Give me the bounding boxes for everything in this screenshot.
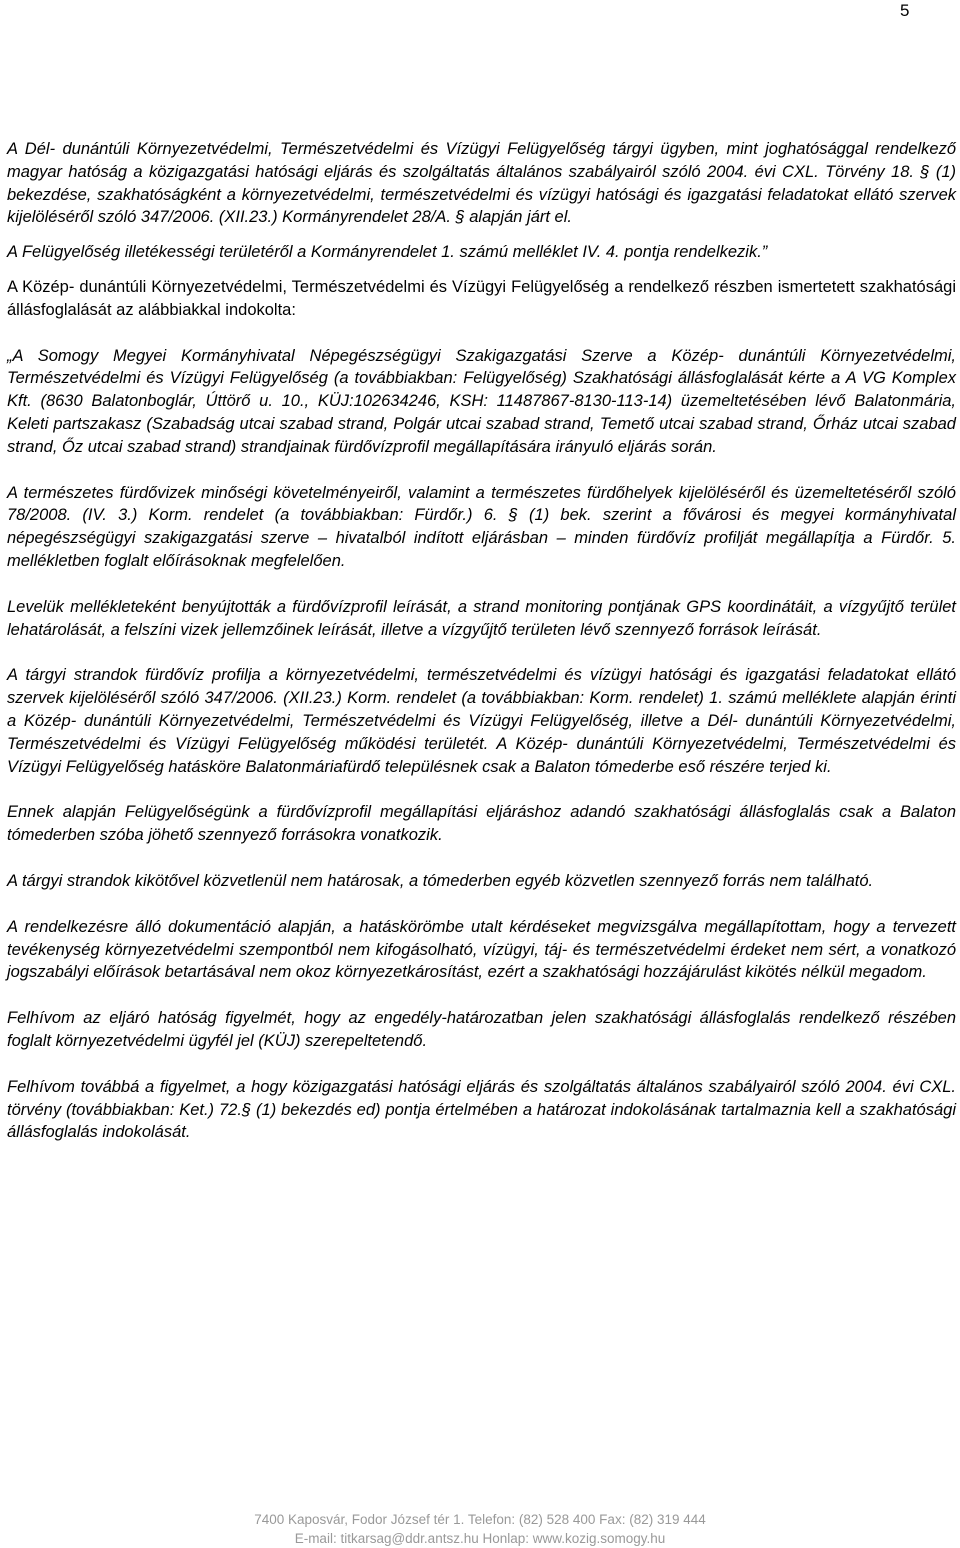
paragraph-request: „A Somogy Megyei Kormányhivatal Népegészségügyi Szakigazgatási Szerve a Közép- dunántúli Környezetvédelmi, Természetvédelmi és Vízügyi Felügyelőség (a továbbiakban: Felügyelőség) Szakhatósági állásfoglalását kérte a A VG Komplex Kft. (8630 Balatonboglár, Úttörő u. 10., KÜJ:102634246, KSH: 11487867-8130-113-14) üzemeltetésében lévő Balatonmária, Keleti partszakasz (Szabadság utcai szabad strand, Polgár utcai szabad strand, Temető utcai szabad strand, Őrház utcai szabad strand, Őz utcai szabad strand) strandjainak fürdővízprofil megállapítására irányuló eljárás során. (7, 346, 956, 456)
paragraph-no-pollution-source: A tárgyi strandok kikötővel közvetlenül nem határosak, a tómederben egyéb közvetlen szennyező forrás nem található. (7, 871, 874, 890)
paragraph-kuj-notice: Felhívom az eljáró hatóság figyelmét, hogy az engedély-határozatban jelen szakhatósági állásfoglalás rendelkező részében foglalt környezetvédelmi ügyfél jel (KÜJ) szerepeltetendő. (7, 1009, 956, 1050)
paragraph-attachments: Levelük mellékleteként benyújtották a fürdővízprofil leírását, a strand monitoring pontjának GPS koordinátáit, a vízgyűjtő terület lehatárolását, a felszíni vizek jellemzőinek leírását, illetve a vízgyűjtő területen lévő szennyező források leírását. (7, 597, 956, 639)
footer-contact: E-mail: titkarsag@ddr.antsz.hu Honlap: www.kozig.somogy.hu (294, 1531, 666, 1546)
footer-address: 7400 Kaposvár, Fodor József tér 1. Telefon: (82) 528 400 Fax: (82) 319 444 (254, 1512, 706, 1527)
paragraph-territory: A Felügyelőség illetékességi területéről a Kormányrendelet 1. számú melléklet IV. 4. pontja rendelkezik.” (7, 243, 768, 262)
paragraph-decision: A rendelkezésre álló dokumentáció alapján, a hatáskörömbe utalt kérdéseket megvizsgálva megállapítottam, hogy a tervezett tevékenység környezetvédelmi szempontból nem kifogásolható, vízügyi, táj- és természetvédelmi érdeket nem sért, a vonatkozó jogszabályi előírások betartásával nem okoz környezetkárosítást, ezért a szakhatósági hozzájárulást kikötés nélkül megadom. (7, 917, 956, 982)
paragraph-justification-intro: A Közép- dunántúli Környezetvédelmi, Természetvédelmi és Vízügyi Felügyelőség a rendelkező részben ismertetett szakhatósági állásfoglalását az alábbiakkal indokolta: (7, 277, 956, 319)
paragraph-jurisdiction: A Dél- dunántúli Környezetvédelmi, Természetvédelmi és Vízügyi Felügyelőség tárgyi ügyben, mint joghatósággal rendelkező magyar hatóság a közigazgatási hatósági eljárás és szolgáltatás általános szabályairól szóló 2004. évi CXL. Törvény 18. § (1) bekezdése, szakhatóságként a környezetvédelmi, természetvédelmi és vízügyi hatósági és igazgatási feladatokat ellátó szervek kijelöléséről szóló 347/2006. (XII.23.) Kormányrendelet 28/A. § alapján járt el. (7, 140, 956, 227)
paragraph-ket-notice: Felhívom továbbá a figyelmet, a hogy közigazgatási hatósági eljárás és szolgáltatás általános szabályairól szóló 2004. évi CXL. törvény (továbbiakban: Ket.) 72.§ (1) bekezdés ed) pontja értelmében a határozat indokolásának tartalmaznia kell a szakhatósági állásfoglalás indokolását. (7, 1077, 956, 1142)
paragraph-scope: Ennek alapján Felügyelőségünk a fürdővízprofil megállapítási eljáráshoz adandó szakhatósági állásfoglalás csak a Balaton tómederben szóba jöhető szennyező forrásokra vonatkozik. (7, 803, 956, 845)
page-number: 5 (900, 1, 910, 20)
paragraph-bathing-water-rules: A természetes fürdővizek minőségi követelményeiről, valamint a természetes fürdőhelyek kijelöléséről és üzemeltetéséről szóló 78/2008. (IV. 3.) Korm. rendelet (a továbbiakban: Fürdőr.) 6. § (1) bek. szerint a fővárosi és megyei kormányhivatal népegészségügyi szakigazgatási szerve – hivatalból indított eljárásban – minden fürdővíz profilját megállapítja a Fürdőr. 5. mellékletben foglalt előírásoknak megfelelően. (7, 483, 956, 570)
document-body (7, 138, 956, 1144)
page-footer (0, 1510, 960, 1548)
paragraph-competence: A tárgyi strandok fürdővíz profilja a környezetvédelmi, természetvédelmi és vízügyi hatósági és igazgatási feladatokat ellátó szervek kijelöléséről szóló 347/2006. (XII.23.) Korm. rendelet (a továbbiakban: Korm. rendelet) 1. számú melléklete alapján érinti a Közép- dunántúli Környezetvédelmi, Természetvédelmi és Vízügyi Felügyelőség, illetve a Dél- dunántúli Környezetvédelmi, Természetvédelmi és Vízügyi Felügyelőség működési területét. A Közép- dunántúli Környezetvédelmi, Természetvédelmi és Vízügyi Felügyelőség hatásköre Balatonmáriafürdő településnek csak a Balaton tómederbe eső részére terjed ki. (7, 666, 956, 776)
